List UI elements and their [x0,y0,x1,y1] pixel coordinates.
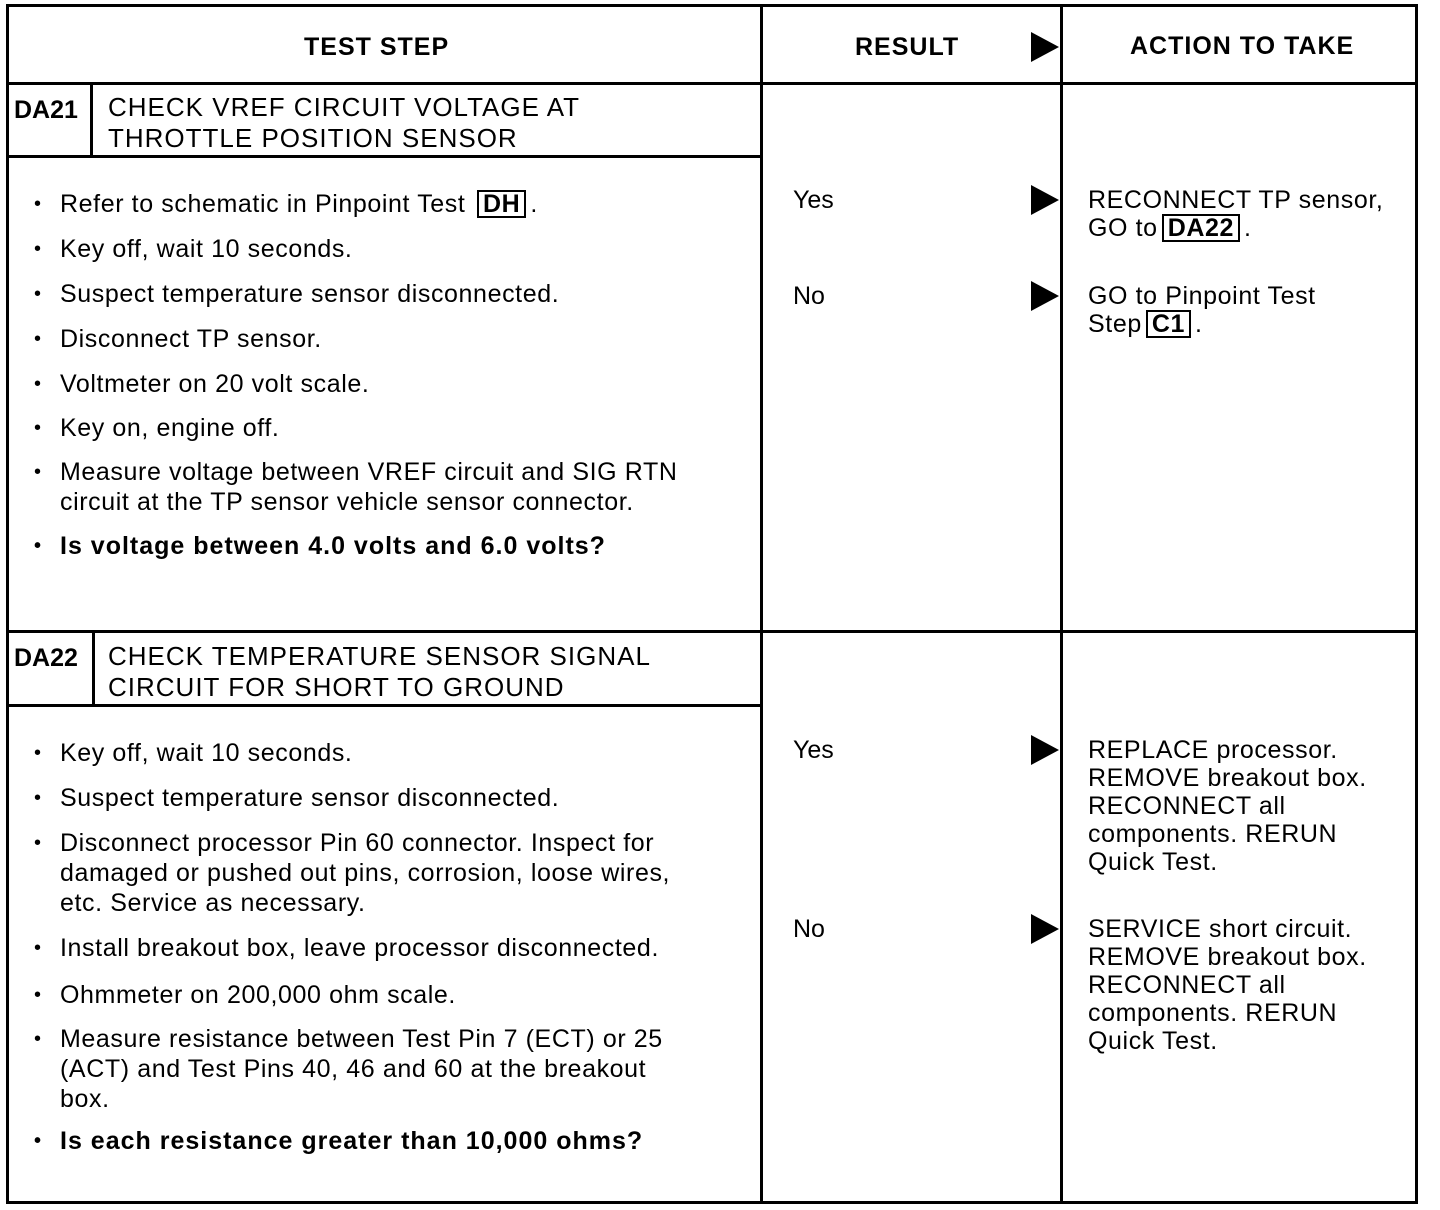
arrow-right-icon [1031,735,1059,765]
list-item: • Key off, wait 10 seconds. [34,738,754,768]
step-instructions [34,738,754,1156]
arrow-right-icon [1031,914,1059,944]
list-item: • Suspect temperature sensor disconnected. [34,783,754,813]
list-item: • Measure resistance between Test Pin 7 (ECT) or 25 (ACT) and Test Pins 40, 46 and 60 at the breakout box. [34,1024,690,1114]
action-text: RECONNECT TP sensor, GO to DA22 . [1088,186,1384,242]
action-text: REPLACE processor. REMOVE breakout box. RECONNECT all components. RERUN Quick Test. [1088,736,1367,876]
step-id-divider [92,632,95,706]
result-yes: Yes [793,736,834,764]
list-item: • Measure voltage between VREF circuit and SIG RTN circuit at the TP sensor vehicle sensor connector. [34,457,700,517]
column-divider [1060,4,1063,1204]
list-item: • Voltmeter on 20 volt scale. [34,369,734,399]
list-item: • Key on, engine off. [34,413,734,443]
action-text: GO to Pinpoint Test Step C1 . [1088,282,1316,338]
arrow-right-icon [1031,185,1059,215]
step-title: CHECK VREF CIRCUIT VOLTAGE AT THROTTLE POSITION SENSOR [108,92,581,153]
step-id: DA21 [14,96,78,124]
step-title-rule [6,155,763,158]
list-item: • Ohmmeter on 200,000 ohm scale. [34,980,754,1010]
column-divider [760,4,763,1204]
arrow-right-icon [1031,281,1059,311]
header-result: RESULT [855,33,960,61]
step-reference: DA22 [1162,214,1240,242]
step-reference: DH [477,190,526,218]
step-id-divider [90,84,93,157]
list-item: • Refer to schematic in Pinpoint Test DH . [34,189,734,219]
section-divider [6,630,1418,633]
list-item: • Suspect temperature sensor disconnected. [34,279,734,309]
step-id: DA22 [14,644,78,672]
list-item: • Key off, wait 10 seconds. [34,234,734,264]
result-no: No [793,282,825,310]
step-question: • Is voltage between 4.0 volts and 6.0 volts? [34,531,734,561]
result-no: No [793,915,825,943]
list-item: • Disconnect processor Pin 60 connector. Inspect for damaged or pushed out pins, corrosion, loose wires, etc. Service as necessary. [34,828,720,918]
header-rule [6,82,1418,85]
list-item: • Disconnect TP sensor. [34,324,734,354]
header-test-step: TEST STEP [304,33,450,61]
action-text: SERVICE short circuit. REMOVE breakout box. RECONNECT all components. RERUN Quick Test. [1088,915,1367,1055]
step-instructions [34,189,734,561]
list-item: • Install breakout box, leave processor disconnected. [34,933,754,963]
step-title-rule [6,704,763,707]
result-yes: Yes [793,186,834,214]
step-title: CHECK TEMPERATURE SENSOR SIGNAL CIRCUIT FOR SHORT TO GROUND [108,641,651,702]
arrow-right-icon [1031,32,1059,62]
step-question: • Is each resistance greater than 10,000 ohms? [34,1126,754,1156]
header-action: ACTION TO TAKE [1130,32,1355,60]
step-reference: C1 [1146,310,1191,338]
